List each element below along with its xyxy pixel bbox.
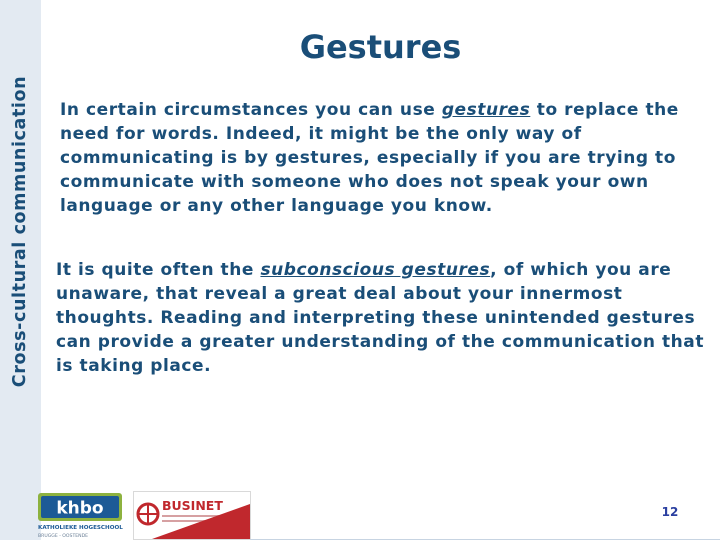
paragraph-1-text-end: to replace the need for words. Indeed, it might be the only way of communicating is by gestures, especially if you are trying to communicate with someone who does not speak your own language or any other language you know. (60, 100, 679, 216)
slide-title: Gestures (299, 28, 462, 66)
businet-logo (133, 491, 251, 540)
khbo-wordmark: khbo (56, 498, 104, 519)
sidebar (0, 0, 41, 540)
khbo-subtitle: KATHOLIEKE HOGESCHOOL (38, 525, 123, 531)
khbo-tagline: BRUGGE - OOSTENDE (38, 534, 89, 539)
paragraph-1 (60, 98, 715, 218)
sidebar-label: Cross-cultural communication (10, 75, 30, 388)
businet-wordmark: BUSINET (162, 498, 223, 513)
khbo-logo-graphic (37, 491, 129, 540)
businet-line-1 (162, 515, 220, 517)
paragraph-1-text-start: In certain circumstances you can use (60, 100, 442, 120)
paragraph-2 (56, 258, 711, 378)
term-subconscious-gestures: subconscious gestures (260, 260, 491, 280)
page-number: 12 (661, 505, 679, 519)
paragraph-2-text-end: , of which you are unaware, that reveal a great deal about your innermost thoughts. Reading and interpreting these unintended gestures can provide a greater understanding of the communication that is taking place. (56, 260, 704, 376)
businet-logo-graphic (134, 492, 250, 539)
paragraph-2-text-start: It is quite often the (56, 260, 261, 280)
khbo-logo (37, 491, 129, 540)
term-gestures: gestures (441, 100, 531, 120)
